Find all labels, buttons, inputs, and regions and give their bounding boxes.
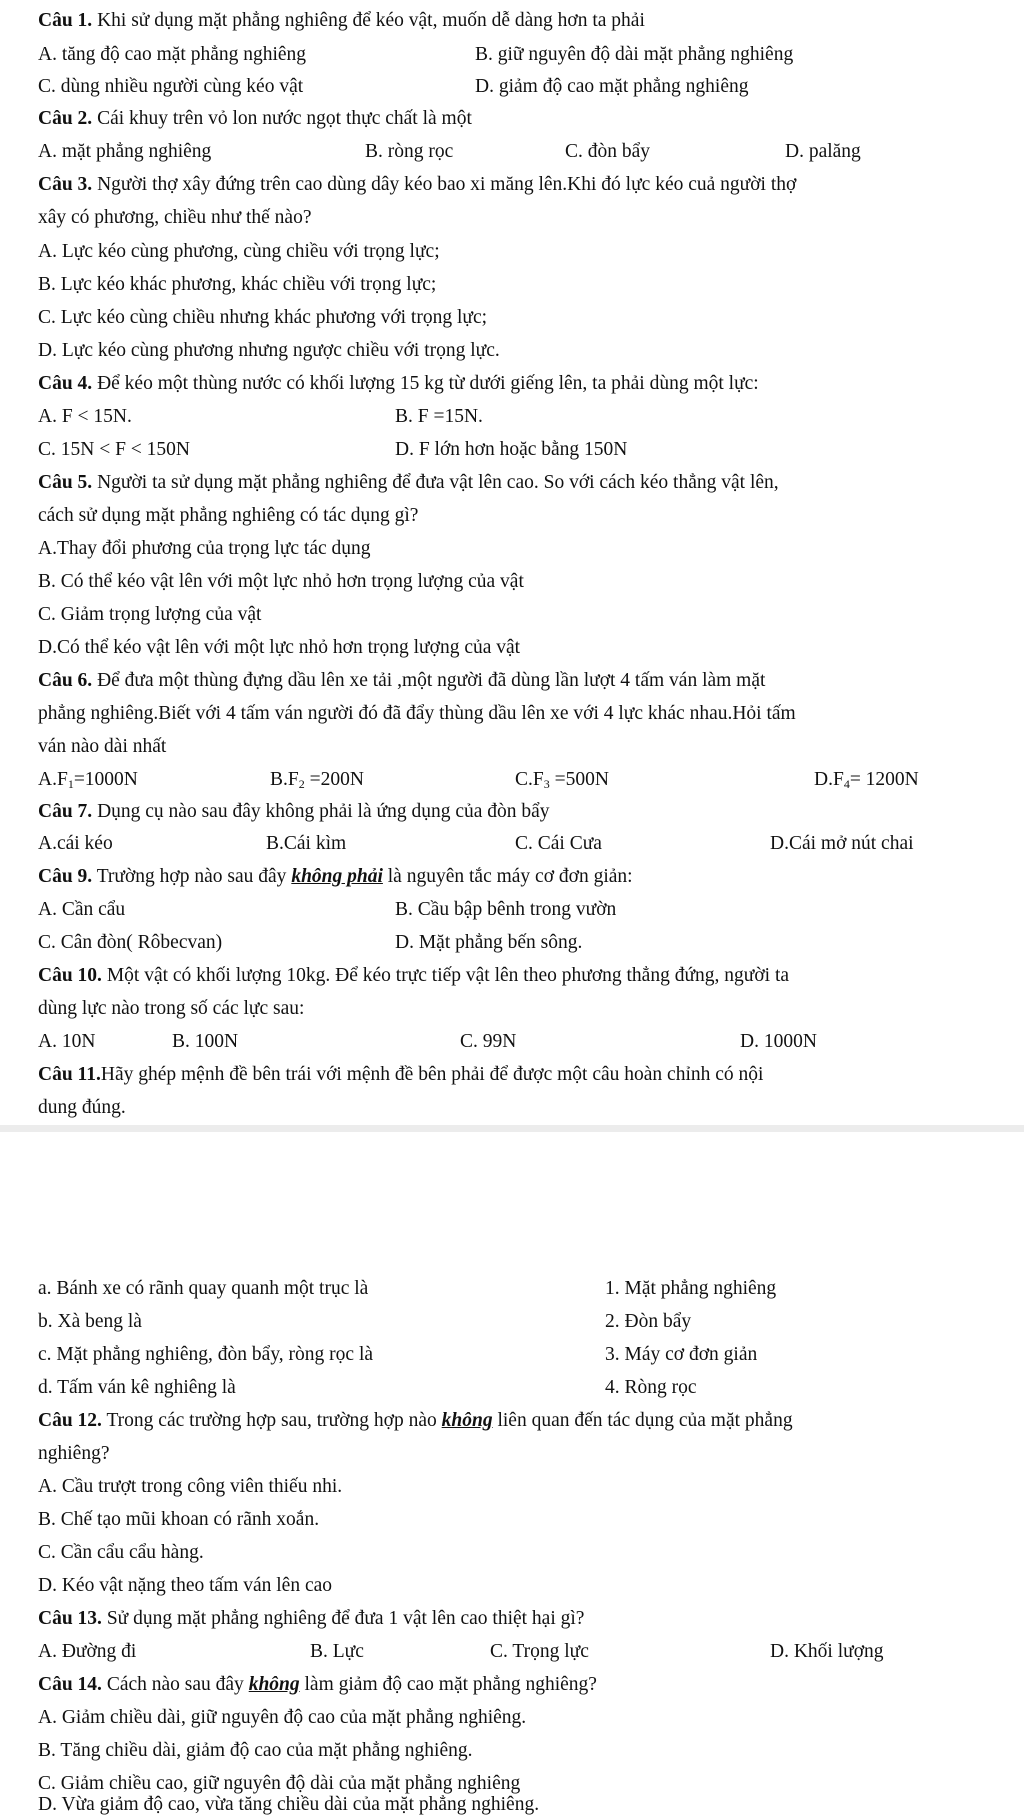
q6-stem: [38, 666, 765, 696]
q12-option-d: D. Kéo vật nặng theo tấm ván lên cao: [38, 1575, 333, 1596]
q6-option-d-subscript: 4: [843, 777, 850, 791]
q2-stem-text: Cái khuy trên vỏ lon nước ngọt thực chất là một: [92, 108, 472, 129]
q1-option-d: D. giảm độ cao mặt phẳng nghiêng: [475, 76, 749, 97]
q12-option-b: B. Chế tạo mũi khoan có rãnh xoắn.: [38, 1509, 320, 1530]
q1-option-c: C. dùng nhiều người cùng kéo vật: [38, 76, 304, 97]
q7-option-b: B.Cái kìm: [266, 833, 347, 854]
q14-stem-post: làm giảm độ cao mặt phẳng nghiêng?: [299, 1674, 597, 1695]
q6-option-c: [515, 765, 609, 795]
q3-stem-text: Người thợ xây đứng trên cao dùng dây kéo bao xi măng lên.Khi đó lực kéo cuả người thợ: [92, 174, 797, 195]
q6-option-c-label: C.F: [515, 769, 544, 790]
q13-stem-text: Sử dụng mặt phẳng nghiêng để đưa 1 vật lên cao thiệt hại gì?: [101, 1608, 585, 1629]
q6-option-b-subscript: 2: [298, 777, 305, 791]
q14-number: Câu 14.: [38, 1674, 102, 1695]
q2-stem: [38, 104, 472, 134]
q6-option-a-value: =1000N: [73, 769, 138, 790]
q12-stem-post: liên quan đến tác dụng của mặt phẳng: [492, 1410, 793, 1431]
q11-left-b: b. Xà beng là: [38, 1311, 142, 1332]
q12-stem-pre: Trong các trường hợp sau, trường hợp nào: [101, 1410, 442, 1431]
q6-stem-text: Để đưa một thùng đựng dầu lên xe tải ,một người đã dùng lần lượt 4 tấm ván làm mặt: [92, 670, 766, 691]
q3-number: Câu 3.: [38, 174, 93, 195]
q14-option-c: C. Giảm chiều cao, giữ nguyên độ dài của mặt phẳng nghiêng: [38, 1773, 521, 1794]
q10-stem-text: Một vật có khối lượng 10kg. Để kéo trực tiếp vật lên theo phương thẳng đứng, người ta: [101, 965, 790, 986]
q9-number: Câu 9.: [38, 866, 93, 887]
q9-stem-pre: Trường hợp nào sau đây: [92, 866, 292, 887]
q6-option-a-label: A.F: [38, 769, 68, 790]
q2-option-a: A. mặt phẳng nghiêng: [38, 141, 212, 162]
q4-number: Câu 4.: [38, 373, 93, 394]
q5-option-c: C. Giảm trọng lượng của vật: [38, 604, 262, 625]
q14-option-d: D. Vừa giảm độ cao, vừa tăng chiều dài của mặt phẳng nghiêng.: [38, 1794, 540, 1815]
q6-option-d-label: D.F: [814, 769, 844, 790]
q11-left-d: d. Tấm ván kê nghiêng là: [38, 1377, 236, 1398]
q11-number: Câu 11.: [38, 1064, 101, 1085]
q11-left-a: a. Bánh xe có rãnh quay quanh một trục là: [38, 1278, 369, 1299]
q6-option-a-subscript: 1: [67, 777, 74, 791]
q12-stem-line2: nghiêng?: [38, 1443, 110, 1464]
q14-stem-emphasis: không: [248, 1674, 300, 1695]
q7-option-a: A.cái kéo: [38, 833, 113, 854]
q3-stem-line2: xây có phương, chiều như thế nào?: [38, 207, 312, 228]
q11-right-1: 1. Mặt phẳng nghiêng: [605, 1278, 777, 1299]
q1-number: Câu 1.: [38, 10, 93, 31]
q14-stem-pre: Cách nào sau đây: [101, 1674, 249, 1695]
q4-option-d: D. F lớn hơn hoặc bằng 150N: [395, 439, 628, 460]
q10-option-c: C. 99N: [460, 1031, 517, 1052]
q9-option-c: C. Cân đòn( Rôbecvan): [38, 932, 223, 953]
q3-option-d: D. Lực kéo cùng phương nhưng ngược chiều với trọng lực.: [38, 340, 500, 361]
q10-number: Câu 10.: [38, 965, 102, 986]
q14-option-a: A. Giảm chiều dài, giữ nguyên độ cao của mặt phẳng nghiêng.: [38, 1707, 527, 1728]
q12-stem: [38, 1406, 793, 1436]
q5-option-b: B. Có thể kéo vật lên với một lực nhỏ hơn trọng lượng của vật: [38, 571, 524, 592]
q9-option-b: B. Cầu bập bênh trong vườn: [395, 899, 617, 920]
q5-option-d: D.Có thể kéo vật lên với một lực nhỏ hơn trọng lượng của vật: [38, 637, 521, 658]
q4-stem-text: Để kéo một thùng nước có khối lượng 15 kg từ dưới giếng lên, ta phải dùng một lực:: [92, 373, 759, 394]
q6-stem-line3: ván nào dài nhất: [38, 736, 167, 757]
q14-stem: [38, 1670, 597, 1700]
q9-option-d: D. Mặt phẳng bến sông.: [395, 932, 583, 953]
q1-option-a: A. tăng độ cao mặt phẳng nghiêng: [38, 44, 307, 65]
q4-option-b: B. F =15N.: [395, 406, 483, 427]
q4-stem: [38, 369, 759, 399]
q3-option-c: C. Lực kéo cùng chiều nhưng khác phương với trọng lực;: [38, 307, 488, 328]
q5-stem-line2: cách sử dụng mặt phẳng nghiêng có tác dụng gì?: [38, 505, 419, 526]
q3-stem: [38, 170, 796, 200]
q10-option-a: A. 10N: [38, 1031, 96, 1052]
q2-option-d: D. palăng: [785, 141, 861, 162]
q6-stem-line2: phẳng nghiêng.Biết với 4 tấm ván người đó đã đẩy thùng dầu lên xe với 4 lực khác nhau.Hỏi tấm: [38, 703, 796, 724]
q13-option-b: B. Lực: [310, 1641, 364, 1662]
q6-option-c-subscript: 3: [543, 777, 550, 791]
q12-stem-emphasis: không: [441, 1410, 493, 1431]
q11-right-3: 3. Máy cơ đơn giản: [605, 1344, 758, 1365]
q11-stem-text: Hãy ghép mệnh đề bên trái với mệnh đề bên phải để được một câu hoàn chỉnh có nội: [100, 1064, 764, 1085]
q1-stem-text: Khi sử dụng mặt phẳng nghiêng để kéo vật, muốn dễ dàng hơn ta phải: [92, 10, 645, 31]
q6-option-c-value: =500N: [549, 769, 609, 790]
q14-option-b: B. Tăng chiều dài, giảm độ cao của mặt phẳng nghiêng.: [38, 1740, 473, 1761]
q3-option-b: B. Lực kéo khác phương, khác chiều với trọng lực;: [38, 274, 437, 295]
q12-option-a: A. Cầu trượt trong công viên thiếu nhi.: [38, 1476, 343, 1497]
q3-option-a: A. Lực kéo cùng phương, cùng chiều với trọng lực;: [38, 241, 440, 262]
q1-stem: [38, 6, 645, 36]
q6-option-b-label: B.F: [270, 769, 299, 790]
q4-option-c: C. 15N < F < 150N: [38, 439, 191, 460]
q10-stem-line2: dùng lực nào trong số các lực sau:: [38, 998, 305, 1019]
q9-option-a: A. Cần cẩu: [38, 899, 126, 920]
q13-number: Câu 13.: [38, 1608, 102, 1629]
q10-option-d: D. 1000N: [740, 1031, 817, 1052]
q9-stem-post: là nguyên tắc máy cơ đơn giản:: [382, 866, 633, 887]
page-break-divider: [0, 1125, 1024, 1132]
q12-number: Câu 12.: [38, 1410, 102, 1431]
q10-option-b: B. 100N: [172, 1031, 239, 1052]
q6-option-b-value: =200N: [304, 769, 364, 790]
q13-option-d: D. Khối lượng: [770, 1641, 884, 1662]
q5-option-a: A.Thay đổi phương của trọng lực tác dụng: [38, 538, 371, 559]
q11-stem: [38, 1060, 763, 1090]
q7-number: Câu 7.: [38, 801, 93, 822]
q10-stem: [38, 961, 789, 991]
q5-stem-text: Người ta sử dụng mặt phẳng nghiêng để đưa vật lên cao. So với cách kéo thẳng vật lên,: [92, 472, 779, 493]
q4-option-a: A. F < 15N.: [38, 406, 132, 427]
q9-stem: [38, 862, 633, 892]
q6-number: Câu 6.: [38, 670, 93, 691]
q2-option-c: C. đòn bẩy: [565, 141, 651, 162]
q7-stem-text: Dụng cụ nào sau đây không phải là ứng dụng của đòn bẩy: [92, 801, 550, 822]
q9-stem-emphasis: không phải: [291, 866, 383, 887]
q6-option-d-value: = 1200N: [849, 769, 919, 790]
q2-option-b: B. ròng rọc: [365, 141, 454, 162]
q7-option-d: D.Cái mở nút chai: [770, 833, 914, 854]
q13-option-c: C. Trọng lực: [490, 1641, 589, 1662]
q13-stem: [38, 1604, 584, 1634]
q7-stem-line: [38, 797, 550, 827]
q2-number: Câu 2.: [38, 108, 93, 129]
q1-option-b: B. giữ nguyên độ dài mặt phẳng nghiêng: [475, 44, 794, 65]
q6-option-d: [814, 765, 919, 795]
q6-option-b: [270, 765, 364, 795]
q13-option-a: A. Đường đi: [38, 1641, 137, 1662]
q5-stem: [38, 468, 779, 498]
q11-right-4: 4. Ròng rọc: [605, 1377, 697, 1398]
q5-number: Câu 5.: [38, 472, 93, 493]
q12-option-c: C. Cần cẩu cẩu hàng.: [38, 1542, 204, 1563]
q11-left-c: c. Mặt phẳng nghiêng, đòn bẩy, ròng rọc là: [38, 1344, 374, 1365]
q11-right-2: 2. Đòn bẩy: [605, 1311, 692, 1332]
q7-option-c: C. Cái Cưa: [515, 833, 602, 854]
q6-option-a: [38, 765, 138, 795]
q11-stem-line2: dung đúng.: [38, 1097, 126, 1118]
